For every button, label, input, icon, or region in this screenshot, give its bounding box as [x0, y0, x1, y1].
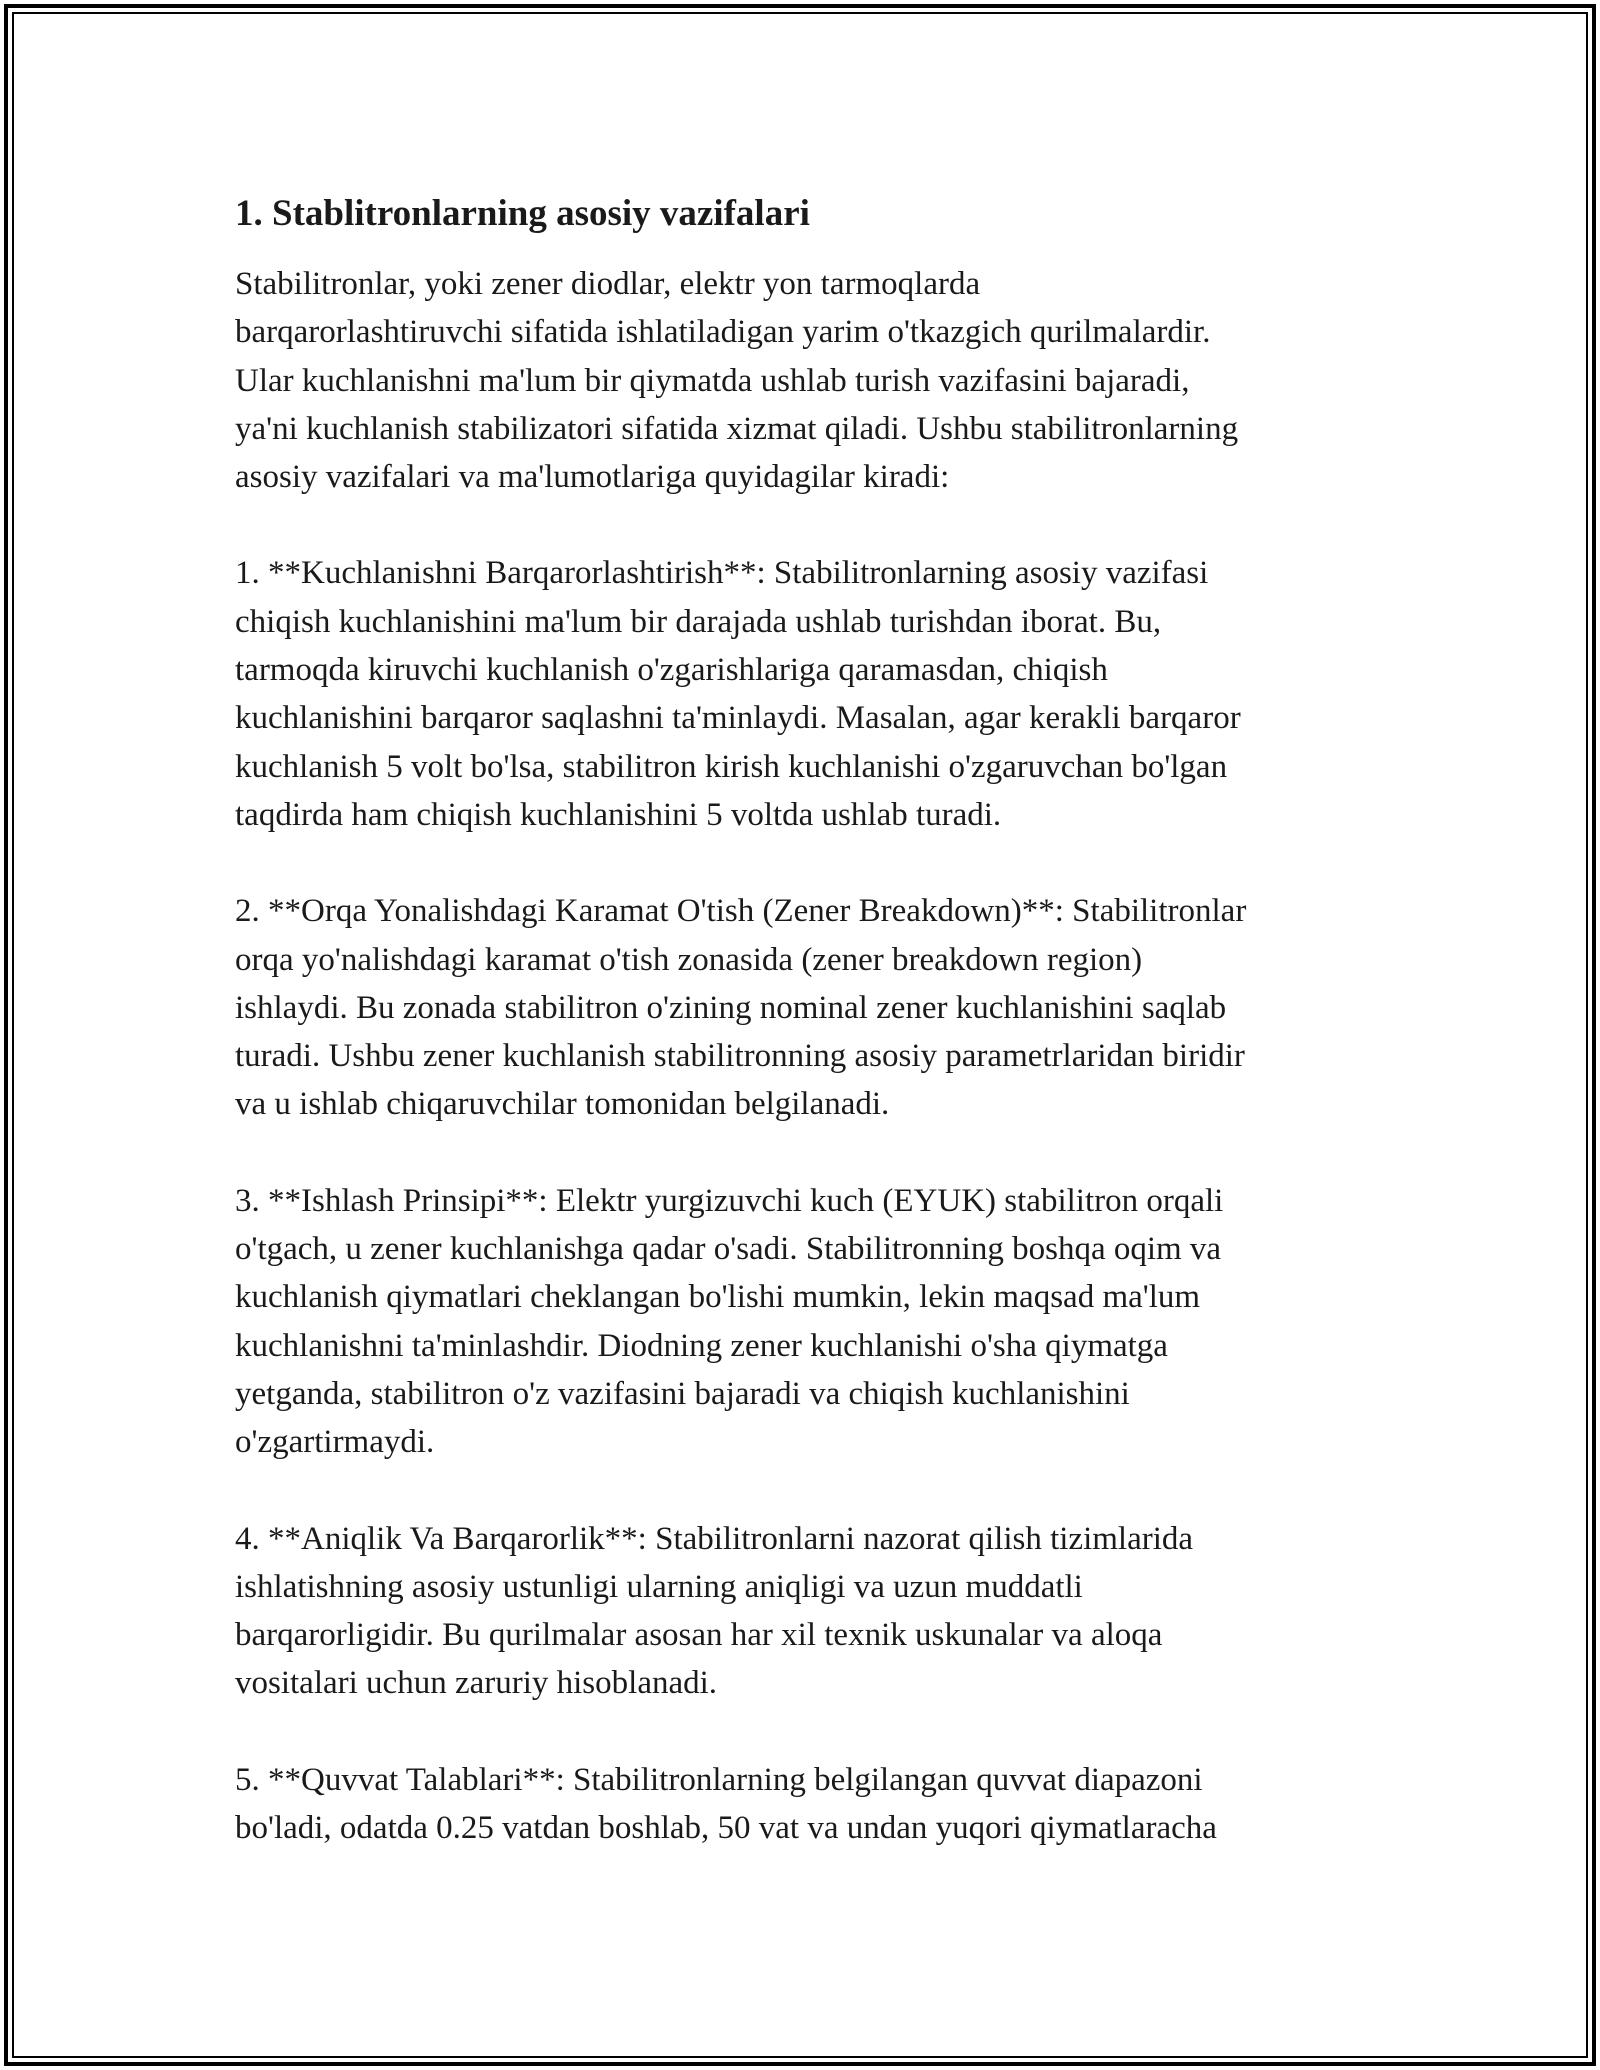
- list-item-3: 3. **Ishlash Prinsipi**: Elektr yurgizuvchi kuch (EYUK) stabilitron orqali o'tgach, u zener kuchlanishga qadar o'sadi. Stabilitronning boshqa oqim va kuchlanish qiymatlari cheklangan bo'lishi mumkin, lekin maqsad ma'lum kuchlanishni ta'minlashdir. Diodning zener kuchlanishi o'sha qiymatga yetganda, stabilitron o'z vazifasini bajaradi va chiqish kuchlanishini o'zgartirmaydi.: [235, 1182, 1224, 1461]
- list-item-5: 5. **Quvvat Talablari**: Stabilitronlarning belgilangan quvvat diapazoni bo'ladi, odatda 0.25 vatdan boshlab, 50 vat va undan yuqori qiymatlaracha: [235, 1761, 1217, 1847]
- list-item-1: 1. **Kuchlanishni Barqarorlashtirish**: Stabilitronlarning asosiy vazifasi chiqish kuchlanishini ma'lum bir darajada ushlab turishdan iborat. Bu, tarmoqda kiruvchi kuchlanish o'zgarishlariga qaramasdan, chiqish kuchlanishini barqaror saqlashni ta'minlaydi. Masalan, agar kerakli barqaror kuchlanish 5 volt bo'lsa, stabilitron kirish kuchlanishi o'zgaruvchan bo'lgan taqdirda ham chiqish kuchlanishini 5 voltda ushlab turadi.: [235, 555, 1241, 833]
- list-item-2: 2. **Orqa Yonalishdagi Karamat O'tish (Zener Breakdown)**: Stabilitronlar orqa yo'nalishdagi karamat o'tish zonasida (zener breakdown region) ishlaydi. Bu zonada stabilitron o'zining nominal zener kuchlanishini saqlab turadi. Ushbu zener kuchlanish stabilitronning asosiy parametrlaridan biridir va u ishlab chiqaruvchilar tomonidan belgilanadi.: [235, 893, 1247, 1123]
- list-item-4: 4. **Aniqlik Va Barqarorlik**: Stabilitronlarni nazorat qilish tizimlarida ishlatishning asosiy ustunligi ularning aniqligi va uzun muddatli barqarorligidir. Bu qurilmalar asosan har xil texnik uskunalar va aloqa vositalari uchun zaruriy hisoblanadi.: [235, 1520, 1194, 1702]
- intro-paragraph: Stabilitronlar, yoki zener diodlar, elektr yon tarmoqlarda barqarorlashtiruvchi sifatida ishlatiladigan yarim o'tkazgich qurilmalardir. Ular kuchlanishni ma'lum bir qiymatda ushlab turish vazifasini bajaradi, ya'ni kuchlanish stabilizatori sifatida xizmat qiladi. Ushbu stabilitronlarning asosiy vazifalari va ma'lumotlariga quyidagilar kiradi:: [235, 266, 1239, 496]
- section-heading: 1. Stablitronlarning asosiy vazifalari: [235, 193, 810, 234]
- document-body: [235, 186, 1395, 1900]
